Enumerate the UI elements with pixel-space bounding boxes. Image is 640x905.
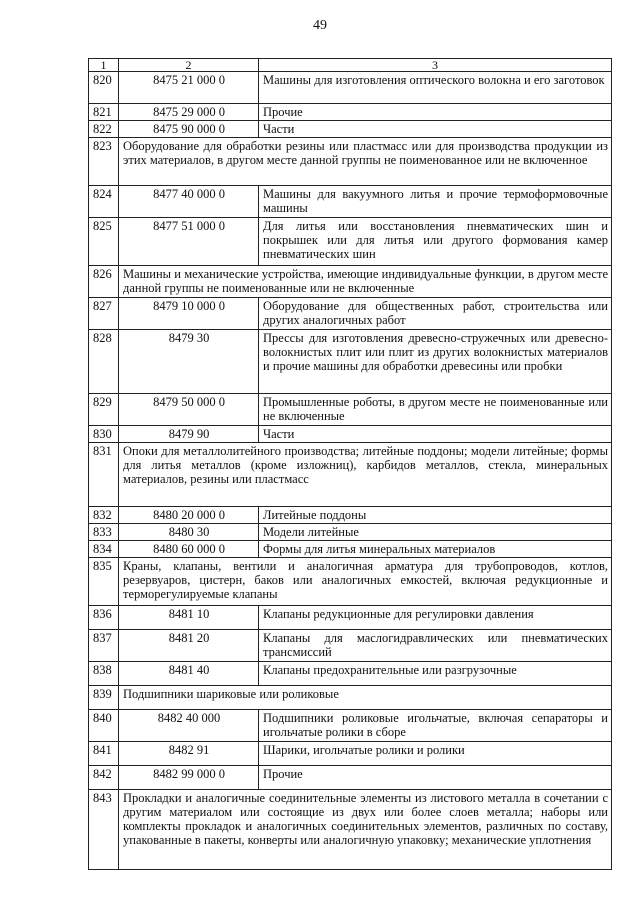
row-description: Оборудование для общественных работ, строительства или других аналогичных работ bbox=[259, 298, 612, 330]
table-row bbox=[89, 541, 612, 558]
row-description: Подшипники роликовые игольчатые, включая сепараторы и игольчатые ролики в сборе bbox=[259, 710, 612, 742]
row-number: 836 bbox=[89, 606, 119, 630]
group-description: Опоки для металлолитейного производства; литейные поддоны; модели литейные; формы для литья металлов (кроме изложниц), карбидов металлов, стекла, минеральных материалов, резины или пластмасс bbox=[119, 443, 612, 507]
table-row bbox=[89, 330, 612, 394]
group-description: Оборудование для обработки резины или пластмасс или для производства продукции из этих материалов, в другом месте данной группы не поименованное или не включенное bbox=[119, 138, 612, 186]
row-description: Формы для литья минеральных материалов bbox=[259, 541, 612, 558]
table-body bbox=[89, 72, 612, 870]
table-row bbox=[89, 766, 612, 790]
table-row bbox=[89, 186, 612, 218]
row-number: 838 bbox=[89, 662, 119, 686]
table-row bbox=[89, 394, 612, 426]
row-code: 8482 99 000 0 bbox=[119, 766, 259, 790]
row-description: Машины для изготовления оптического волокна и его заготовок bbox=[259, 72, 612, 104]
row-number: 825 bbox=[89, 218, 119, 266]
row-code: 8479 30 bbox=[119, 330, 259, 394]
row-number: 832 bbox=[89, 507, 119, 524]
row-description: Модели литейные bbox=[259, 524, 612, 541]
table-row bbox=[89, 121, 612, 138]
table-row bbox=[89, 104, 612, 121]
row-number: 833 bbox=[89, 524, 119, 541]
table-row bbox=[89, 558, 612, 606]
row-description: Промышленные роботы, в другом месте не поименованные или не включенные bbox=[259, 394, 612, 426]
header-col-1: 1 bbox=[89, 59, 119, 72]
group-description: Прокладки и аналогичные соединительные элементы из листового металла в сочетании с другим материалом или состоящие из двух или более слоев металла; наборы или комплекты прокладок и аналогичных соединительных элементов, различных по составу, упакованные в пакеты, конверты или аналогичную упаковку; механические уплотнения bbox=[119, 790, 612, 870]
row-code: 8475 21 000 0 bbox=[119, 72, 259, 104]
row-code: 8475 90 000 0 bbox=[119, 121, 259, 138]
row-number: 842 bbox=[89, 766, 119, 790]
row-number: 823 bbox=[89, 138, 119, 186]
table-row bbox=[89, 742, 612, 766]
row-number: 820 bbox=[89, 72, 119, 104]
table-row bbox=[89, 138, 612, 186]
header-row bbox=[89, 59, 612, 72]
row-code: 8477 40 000 0 bbox=[119, 186, 259, 218]
row-description: Прочие bbox=[259, 766, 612, 790]
row-description: Прочие bbox=[259, 104, 612, 121]
row-number: 840 bbox=[89, 710, 119, 742]
row-code: 8481 40 bbox=[119, 662, 259, 686]
row-description: Части bbox=[259, 121, 612, 138]
header-col-3: 3 bbox=[259, 59, 612, 72]
row-code: 8482 91 bbox=[119, 742, 259, 766]
table-row bbox=[89, 662, 612, 686]
row-code: 8479 90 bbox=[119, 426, 259, 443]
row-number: 835 bbox=[89, 558, 119, 606]
table-row bbox=[89, 686, 612, 710]
row-code: 8481 20 bbox=[119, 630, 259, 662]
row-code: 8480 20 000 0 bbox=[119, 507, 259, 524]
header-col-2: 2 bbox=[119, 59, 259, 72]
table-row bbox=[89, 507, 612, 524]
row-description: Клапаны предохранительные или разгрузочные bbox=[259, 662, 612, 686]
row-code: 8482 40 000 bbox=[119, 710, 259, 742]
page-number: 49 bbox=[313, 18, 327, 33]
row-number: 839 bbox=[89, 686, 119, 710]
table-row bbox=[89, 524, 612, 541]
row-number: 830 bbox=[89, 426, 119, 443]
row-number: 834 bbox=[89, 541, 119, 558]
row-number: 843 bbox=[89, 790, 119, 870]
table-row bbox=[89, 443, 612, 507]
table-row bbox=[89, 426, 612, 443]
table-row bbox=[89, 790, 612, 870]
row-code: 8480 60 000 0 bbox=[119, 541, 259, 558]
row-code: 8481 10 bbox=[119, 606, 259, 630]
group-description: Машины и механические устройства, имеющие индивидуальные функции, в другом месте данной группы не поименованные или не включенные bbox=[119, 266, 612, 298]
group-description: Подшипники шариковые или роликовые bbox=[119, 686, 612, 710]
row-code: 8477 51 000 0 bbox=[119, 218, 259, 266]
row-code: 8479 10 000 0 bbox=[119, 298, 259, 330]
row-description: Клапаны редукционные для регулировки давления bbox=[259, 606, 612, 630]
row-code: 8480 30 bbox=[119, 524, 259, 541]
classification-table bbox=[88, 58, 612, 870]
row-number: 829 bbox=[89, 394, 119, 426]
row-number: 827 bbox=[89, 298, 119, 330]
row-description: Прессы для изготовления древесно-стружечных или древесно-волокнистых плит или плит из других волокнистых материалов и прочие машины для обработки древесины или пробки bbox=[259, 330, 612, 394]
row-code: 8475 29 000 0 bbox=[119, 104, 259, 121]
table-row bbox=[89, 630, 612, 662]
row-number: 841 bbox=[89, 742, 119, 766]
table-row bbox=[89, 72, 612, 104]
row-number: 822 bbox=[89, 121, 119, 138]
row-number: 831 bbox=[89, 443, 119, 507]
row-description: Для литья или восстановления пневматических шин и покрышек или для литья или другого формования камер пневматических шин bbox=[259, 218, 612, 266]
table-row bbox=[89, 218, 612, 266]
row-description: Машины для вакуумного литья и прочие термоформовочные машины bbox=[259, 186, 612, 218]
row-number: 826 bbox=[89, 266, 119, 298]
row-code: 8479 50 000 0 bbox=[119, 394, 259, 426]
row-number: 828 bbox=[89, 330, 119, 394]
row-description: Шарики, игольчатые ролики и ролики bbox=[259, 742, 612, 766]
row-description: Клапаны для маслогидравлических или пневматических трансмиссий bbox=[259, 630, 612, 662]
table-row bbox=[89, 266, 612, 298]
row-number: 837 bbox=[89, 630, 119, 662]
row-number: 824 bbox=[89, 186, 119, 218]
table-row bbox=[89, 606, 612, 630]
table-row bbox=[89, 710, 612, 742]
row-description: Литейные поддоны bbox=[259, 507, 612, 524]
row-number: 821 bbox=[89, 104, 119, 121]
table-row bbox=[89, 298, 612, 330]
group-description: Краны, клапаны, вентили и аналогичная арматура для трубопроводов, котлов, резервуаров, цистерн, баков или аналогичных емкостей, включая редукционные и терморегулируемые клапаны bbox=[119, 558, 612, 606]
row-description: Части bbox=[259, 426, 612, 443]
